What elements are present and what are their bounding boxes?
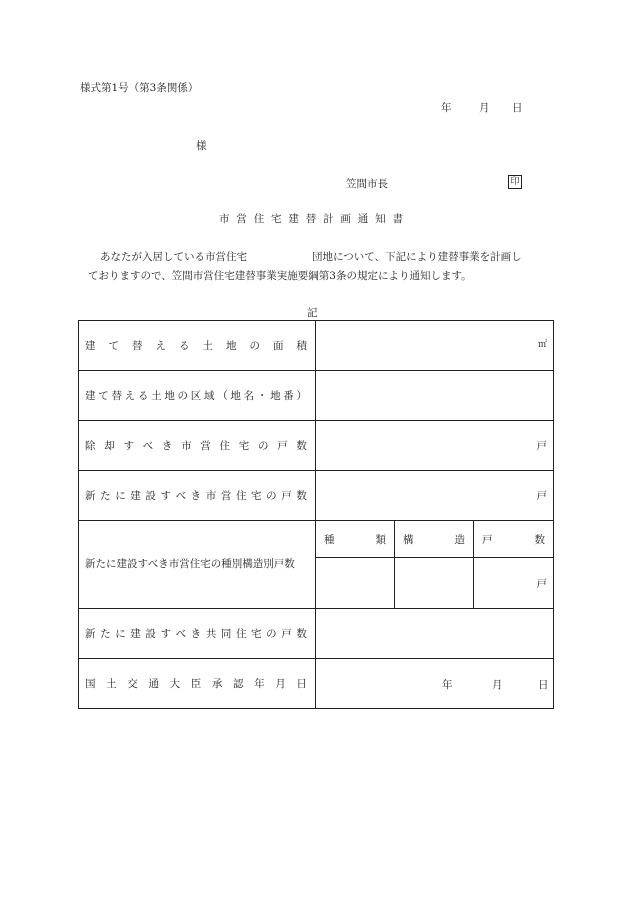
body-line2: ておりますので、笠間市営住宅建替事業実施要綱第3条の規定により通知します。 — [88, 270, 472, 282]
label-char: 除 — [85, 440, 96, 452]
header-type: 種 類 — [316, 521, 395, 558]
label-char: 数 — [296, 628, 307, 640]
ki-heading: 記 — [307, 307, 318, 319]
value-new-count[interactable] — [316, 471, 554, 521]
date-day-label: 日 — [512, 102, 523, 114]
label-char: 年 — [254, 678, 265, 690]
row-district — [79, 371, 554, 421]
label-char: 番 — [283, 390, 294, 402]
label-char: 住 — [219, 440, 231, 452]
sender-name: 笠間市長 — [346, 178, 388, 190]
value-shared[interactable] — [316, 609, 554, 659]
label-char: べ — [142, 440, 154, 452]
addressee-suffix: 様 — [196, 140, 207, 152]
date-year-label: 年 — [441, 102, 452, 114]
value-approval[interactable] — [316, 659, 554, 709]
label-char: 営 — [220, 490, 232, 502]
label-char: す — [123, 440, 134, 452]
label-char: 住 — [235, 490, 247, 502]
label-char: 区 — [190, 390, 202, 402]
approval-year-label: 年 — [442, 678, 453, 691]
approval-day-label: 日 — [538, 678, 549, 691]
label-char: 大 — [169, 678, 181, 690]
row-shared — [79, 609, 554, 659]
label-char: 新 — [85, 490, 96, 502]
label-char: の — [249, 340, 260, 352]
label-char: え — [124, 390, 136, 402]
label-char: 日 — [296, 678, 307, 690]
label-char: る — [137, 390, 149, 402]
value-type[interactable] — [316, 558, 395, 609]
label-new-count — [79, 471, 316, 521]
body-line1-a: あなたが入居している市営住宅 — [100, 251, 247, 263]
label-char: す — [160, 628, 171, 640]
label-char: 戸 — [281, 628, 292, 640]
label-char: た — [100, 490, 111, 502]
value-demolish[interactable] — [316, 421, 554, 471]
label-char: き — [190, 490, 202, 502]
value-structure[interactable] — [395, 558, 474, 609]
label-char: 土 — [106, 678, 117, 690]
title-char: 宅 — [271, 213, 282, 225]
label-breakdown: 新たに建設すべき市営住宅の種別構造別戸数 — [79, 521, 316, 609]
title-char: 画 — [340, 213, 351, 225]
label-char: 域 — [203, 390, 215, 402]
label-char: た — [100, 628, 111, 640]
label-char: 月 — [275, 678, 286, 690]
label-char: 土 — [151, 390, 162, 402]
label-char: て — [108, 340, 119, 352]
label-char: 土 — [202, 340, 213, 352]
label-char: 却 — [104, 440, 115, 452]
label-shared — [79, 609, 316, 659]
label-char: 建 — [130, 490, 141, 502]
label-char: 承 — [211, 678, 223, 690]
label-area — [79, 321, 316, 371]
document-title — [219, 211, 403, 226]
label-char: べ — [175, 490, 187, 502]
label-district — [79, 371, 316, 421]
label-char: 新 — [85, 628, 96, 640]
label-char: 認 — [232, 678, 244, 690]
label-char: 共 — [205, 628, 217, 640]
label-char: 宅 — [238, 440, 250, 452]
title-char: 市 — [219, 213, 230, 225]
label-char: す — [160, 490, 171, 502]
label-char: き — [161, 440, 173, 452]
label-char: 面 — [273, 340, 284, 352]
label-char: 営 — [200, 440, 211, 452]
label-char: 地 — [226, 340, 237, 352]
label-char: 市 — [205, 490, 217, 502]
label-char: ・ — [256, 390, 268, 402]
title-char: 計 — [323, 213, 334, 225]
unit-ko: 戸 — [536, 440, 548, 452]
date-month-label: 月 — [479, 102, 490, 114]
title-char: 営 — [236, 213, 247, 225]
form-number: 様式第1号（第3条関係） — [80, 82, 199, 94]
header-count: 戸 数 — [474, 521, 554, 558]
label-char: て — [98, 390, 109, 402]
label-char: 建 — [130, 628, 141, 640]
label-char: 国 — [85, 678, 96, 690]
label-char: （ — [217, 390, 228, 402]
label-char: 数 — [296, 440, 307, 452]
label-char: の — [257, 440, 269, 452]
label-char: 戸 — [281, 490, 292, 502]
title-char: 知 — [375, 213, 386, 225]
body-line1-b: 団地について、下記により建替事業を計画し — [312, 251, 522, 263]
title-char: 通 — [357, 213, 369, 225]
notification-table — [78, 320, 554, 709]
row-approval — [79, 659, 554, 709]
title-char: 建 — [288, 213, 299, 225]
label-demolish — [79, 421, 316, 471]
label-char: 替 — [111, 390, 122, 402]
label-char: に — [115, 628, 126, 640]
label-char: 通 — [148, 678, 159, 690]
label-char: 設 — [145, 628, 156, 640]
label-char: 積 — [296, 340, 307, 352]
label-char: の — [266, 490, 277, 502]
label-char: ） — [296, 390, 307, 402]
label-char: 数 — [296, 490, 307, 502]
value-count[interactable] — [474, 558, 554, 609]
unit-ko: 戸 — [536, 577, 548, 590]
label-char: 宅 — [251, 490, 262, 502]
row-breakdown-header — [79, 521, 554, 558]
row-new-count — [79, 471, 554, 521]
label-char: え — [155, 340, 166, 352]
label-char: の — [177, 390, 189, 402]
label-char: 臣 — [190, 678, 202, 690]
value-area[interactable] — [316, 321, 554, 371]
label-char: 建 — [85, 390, 96, 402]
unit-ko: 戸 — [536, 490, 548, 502]
row-area — [79, 321, 554, 371]
label-char: 替 — [132, 340, 143, 352]
label-char: 設 — [145, 490, 156, 502]
label-char: 建 — [85, 340, 96, 352]
label-char: 戸 — [277, 440, 288, 452]
label-char: 宅 — [251, 628, 262, 640]
title-char: 住 — [253, 213, 265, 225]
label-char: 地 — [230, 390, 241, 402]
title-char: 替 — [305, 213, 317, 225]
row-demolish — [79, 421, 554, 471]
label-char: 同 — [220, 628, 232, 640]
label-approval — [79, 659, 316, 709]
seal-mark — [508, 175, 522, 189]
label-char: に — [115, 490, 126, 502]
label-char: べ — [175, 628, 187, 640]
label-char: 市 — [181, 440, 192, 452]
label-char: 住 — [235, 628, 247, 640]
label-char: 地 — [164, 390, 175, 402]
label-char: き — [190, 628, 202, 640]
label-char: る — [179, 340, 190, 352]
title-char: 書 — [392, 213, 403, 225]
label-char: 名 — [243, 390, 255, 402]
label-char: の — [266, 628, 277, 640]
label-char: 交 — [127, 678, 138, 690]
approval-month-label: 月 — [492, 678, 503, 691]
header-structure: 構 造 — [395, 521, 474, 558]
unit-sqm: ㎡ — [538, 339, 548, 350]
seal-box: 印 — [508, 175, 522, 189]
value-district[interactable] — [316, 371, 554, 421]
label-char: 地 — [270, 390, 281, 402]
